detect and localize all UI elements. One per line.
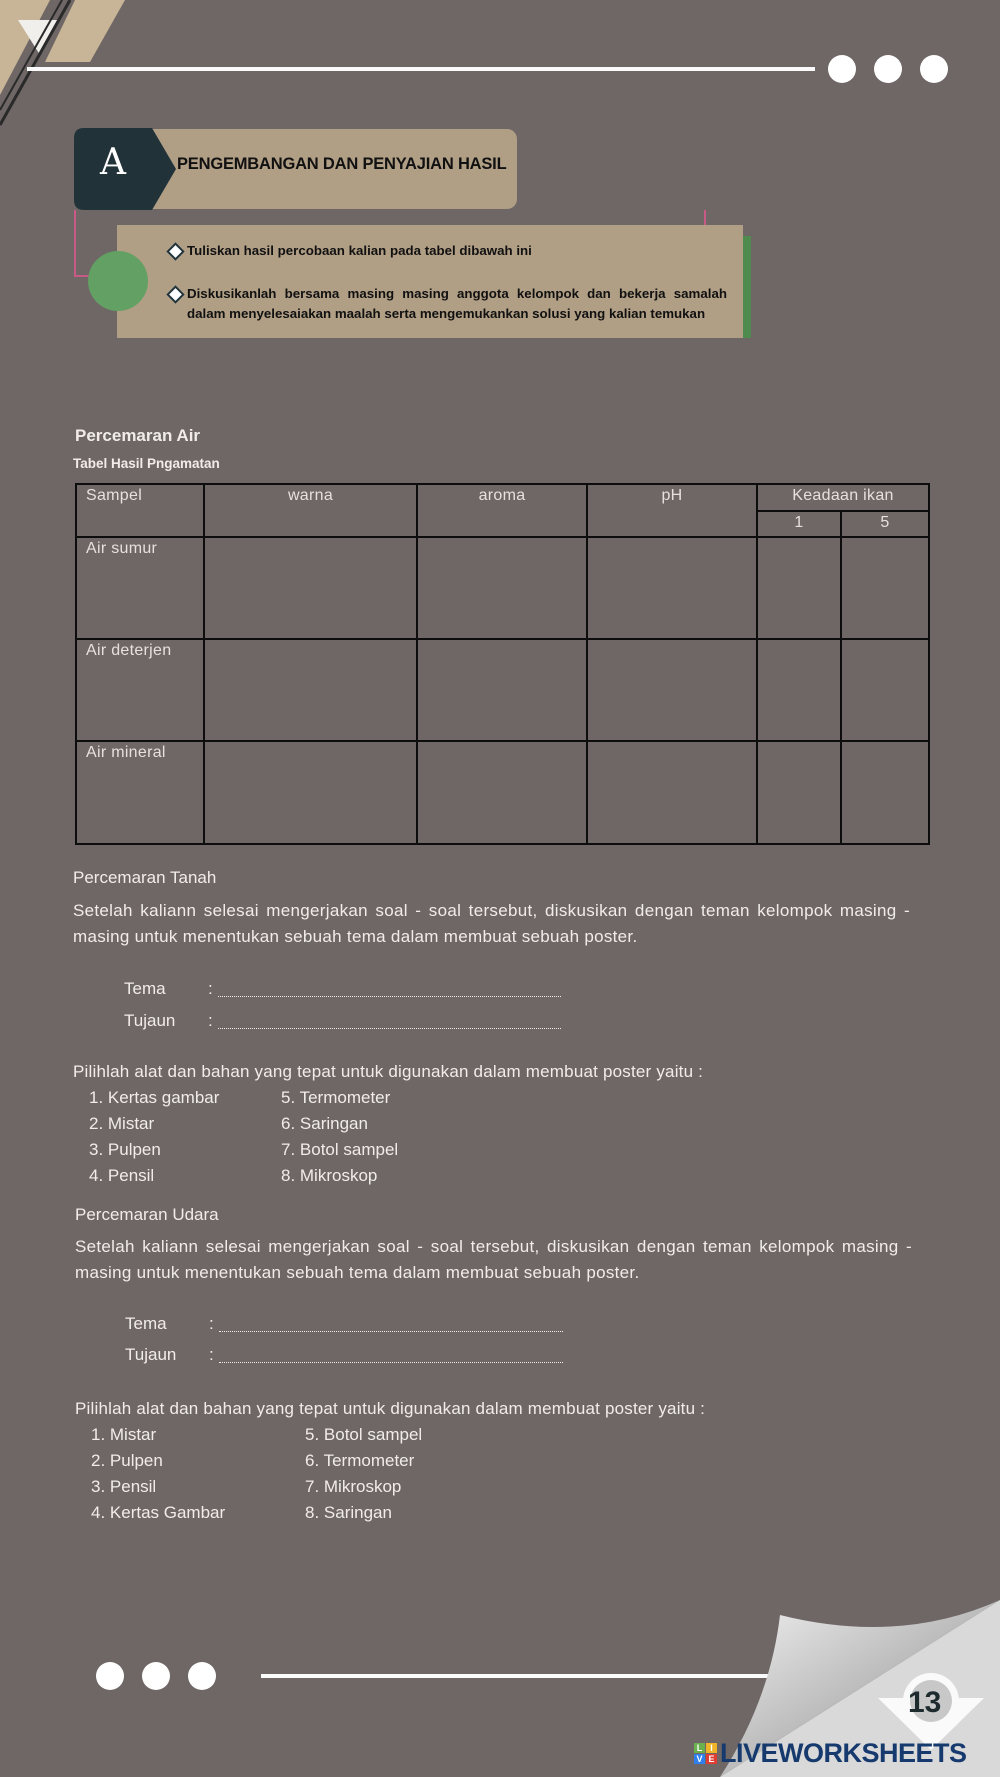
cell-aroma[interactable]	[417, 741, 587, 844]
udara-paragraph: Setelah kaliann selesai mengerjakan soal - soal tersebut, diskusikan dengan teman kelompok masing - masing untuk menentukan sebuah tema dalam membuat sebuah poster.	[75, 1237, 912, 1282]
logo-tile: V	[694, 1754, 705, 1764]
udara-tema-label: Tema	[125, 1314, 167, 1333]
list-item[interactable]: 1. Kertas gambar	[89, 1088, 220, 1107]
cell-aroma[interactable]	[417, 537, 587, 639]
header-warna: warna	[204, 484, 417, 537]
logo-tile: I	[706, 1743, 717, 1753]
instruction-item	[187, 241, 727, 261]
tanah-tema-input[interactable]	[218, 984, 561, 997]
cell-ikan-1[interactable]	[757, 741, 841, 844]
observation-table	[75, 483, 930, 845]
tanah-tujuan-label: Tujaun	[124, 1011, 176, 1030]
cell-ikan-1[interactable]	[757, 537, 841, 639]
header-sampel: Sampel	[76, 484, 204, 537]
instruction-box	[117, 225, 743, 338]
table-title: Tabel Hasil Pngamatan	[73, 456, 220, 471]
top-dot	[920, 55, 948, 83]
subheader-5: 5	[841, 511, 929, 537]
list-item[interactable]: 7. Mikroskop	[305, 1477, 402, 1496]
tanah-prompt: Pilihlah alat dan bahan yang tepat untuk digunakan dalam membuat poster yaitu :	[73, 1062, 704, 1081]
section-title: PENGEMBANGAN DAN PENYAJIAN HASIL	[177, 155, 507, 173]
cell-ikan-5[interactable]	[841, 741, 929, 844]
cell-aroma[interactable]	[417, 639, 587, 741]
diamond-bullet-icon	[166, 242, 184, 260]
table-row	[76, 537, 929, 639]
cell-ph[interactable]	[587, 537, 757, 639]
list-item[interactable]: 3. Pensil	[91, 1477, 157, 1496]
logo-tile: L	[694, 1743, 705, 1753]
tanah-tema-label: Tema	[124, 979, 166, 998]
air-title: Percemaran Air	[75, 426, 201, 445]
liveworksheets-logo	[694, 1738, 967, 1769]
cell-warna[interactable]	[204, 639, 417, 741]
green-accent-bar	[743, 236, 751, 338]
page-number: 13	[908, 1686, 942, 1719]
list-item[interactable]: 5. Termometer	[281, 1088, 391, 1107]
tanah-title: Percemaran Tanah	[73, 868, 217, 887]
cell-ikan-1[interactable]	[757, 639, 841, 741]
udara-tujuan-label: Tujaun	[125, 1345, 177, 1364]
logo-tile: E	[706, 1754, 717, 1764]
list-item[interactable]: 1. Mistar	[91, 1425, 157, 1444]
top-dot	[874, 55, 902, 83]
sample-name: Air sumur	[76, 537, 204, 639]
table-row	[76, 741, 929, 844]
list-item[interactable]: 4. Pensil	[89, 1166, 155, 1185]
list-item[interactable]: 8. Mikroskop	[281, 1166, 378, 1185]
sample-name: Air deterjen	[76, 639, 204, 741]
list-item[interactable]: 2. Pulpen	[91, 1451, 163, 1470]
subheader-1: 1	[757, 511, 841, 537]
list-item[interactable]: 2. Mistar	[89, 1114, 155, 1133]
list-item[interactable]: 3. Pulpen	[89, 1140, 161, 1159]
list-item[interactable]: 8. Saringan	[305, 1503, 392, 1522]
top-divider	[27, 67, 815, 71]
cell-ph[interactable]	[587, 639, 757, 741]
udara-prompt: Pilihlah alat dan bahan yang tepat untuk digunakan dalam membuat poster yaitu :	[75, 1399, 706, 1418]
tanah-tujuan-input[interactable]	[218, 1016, 561, 1029]
green-circle	[88, 251, 148, 311]
logo-text: LIVEWORKSHEETS	[720, 1738, 967, 1768]
table-row	[76, 639, 929, 741]
header-aroma: aroma	[417, 484, 587, 537]
colon: :	[208, 979, 213, 998]
cell-warna[interactable]	[204, 741, 417, 844]
cell-ikan-5[interactable]	[841, 537, 929, 639]
header-ph: pH	[587, 484, 757, 537]
list-item[interactable]: 6. Saringan	[281, 1114, 368, 1133]
colon: :	[209, 1345, 214, 1364]
tanah-paragraph: Setelah kaliann selesai mengerjakan soal - soal tersebut, diskusikan dengan teman kelompok masing - masing untuk menentukan sebuah tema dalam membuat sebuah poster.	[73, 901, 910, 946]
logo-tiles	[694, 1743, 717, 1764]
udara-title: Percemaran Udara	[75, 1205, 219, 1224]
cell-ikan-5[interactable]	[841, 639, 929, 741]
list-item[interactable]: 5. Botol sampel	[305, 1425, 423, 1444]
list-item[interactable]: 4. Kertas Gambar	[91, 1503, 226, 1522]
connector-line	[74, 210, 76, 276]
udara-tema-input[interactable]	[219, 1319, 563, 1332]
list-item[interactable]: 7. Botol sampel	[281, 1140, 399, 1159]
instruction-text: Diskusikanlah bersama masing masing anggota kelompok dan bekerja samalah dalam menyelesaiakan maalah serta mengemukankan solusi yang kalian temukan	[187, 286, 727, 321]
udara-tujuan-input[interactable]	[219, 1350, 563, 1363]
corner-decoration	[0, 0, 130, 130]
bottom-dot	[96, 1662, 124, 1690]
top-dot	[828, 55, 856, 83]
sample-name: Air mineral	[76, 741, 204, 844]
list-item[interactable]: 6. Termometer	[305, 1451, 415, 1470]
cell-warna[interactable]	[204, 537, 417, 639]
connector-line	[704, 210, 706, 225]
colon: :	[208, 1011, 213, 1030]
instruction-text: Tuliskan hasil percobaan kalian pada tabel dibawah ini	[187, 243, 532, 258]
bottom-dot	[188, 1662, 216, 1690]
colon: :	[209, 1314, 214, 1333]
header-keadaan-ikan: Keadaan ikan	[757, 484, 929, 511]
cell-ph[interactable]	[587, 741, 757, 844]
instruction-item	[187, 284, 727, 324]
section-letter: A	[100, 142, 126, 183]
diamond-bullet-icon	[166, 285, 184, 303]
bottom-dot	[142, 1662, 170, 1690]
